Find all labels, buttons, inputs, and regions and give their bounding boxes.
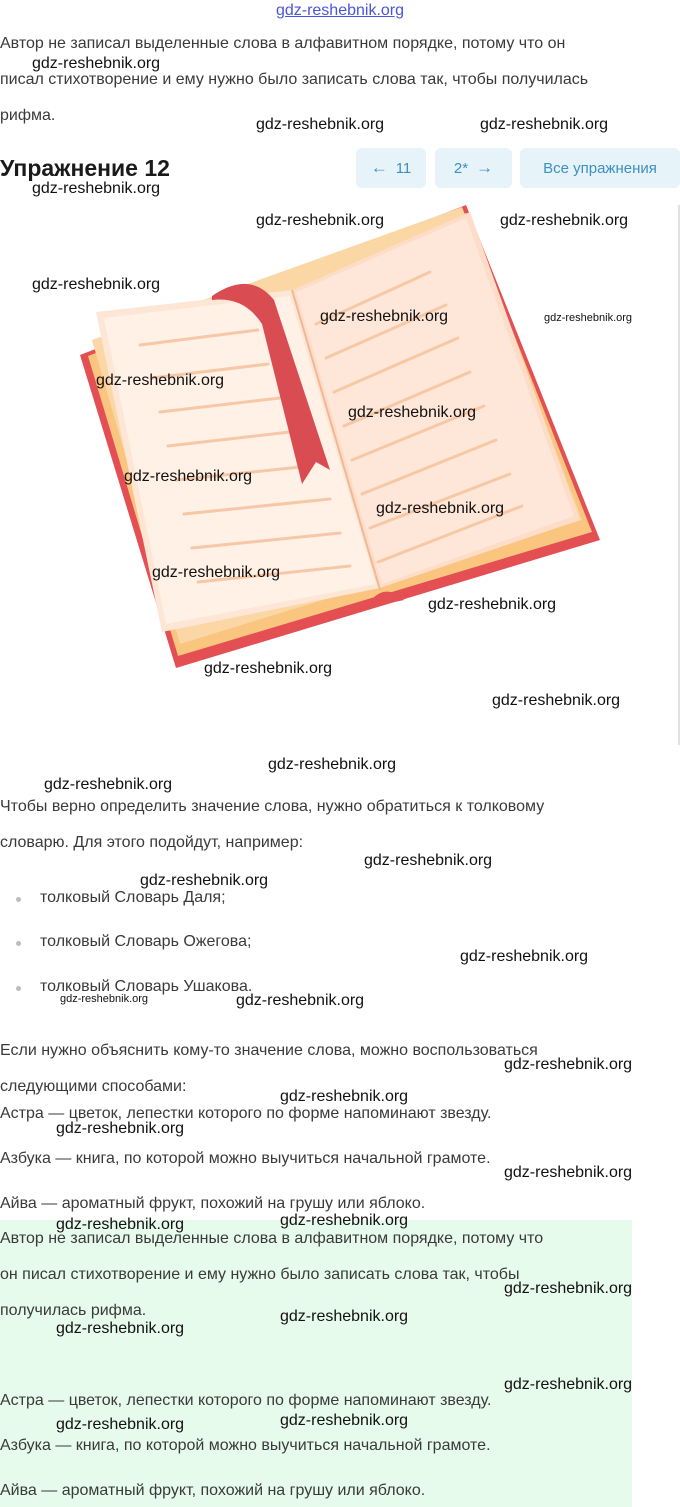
bullet-icon	[16, 897, 21, 902]
next-exercise-button[interactable]	[435, 148, 512, 188]
list-item: толковый Словарь Ожегова;	[40, 933, 252, 950]
answer-block	[0, 1220, 632, 1507]
watermark: gdz-reshebnik.org	[504, 1164, 633, 1181]
watermark: gdz-reshebnik.org	[152, 564, 281, 581]
watermark: gdz-reshebnik.org	[140, 872, 269, 889]
definition-astra: Астра — цветок, лепестки которого по форме напоминают звезду.	[0, 1105, 492, 1122]
prev-exercise-button[interactable]	[356, 148, 426, 188]
bullet-icon	[16, 986, 21, 991]
definition-aiva: Айва — ароматный фрукт, похожий на грушу или яблоко.	[0, 1195, 426, 1212]
watermark: gdz-reshebnik.org	[376, 500, 505, 517]
watermark: gdz-reshebnik.org	[500, 212, 629, 229]
explain-line-2: следующими способами:	[0, 1078, 187, 1095]
watermark: gdz-reshebnik.org	[480, 116, 609, 133]
watermark: gdz-reshebnik.org	[320, 308, 449, 325]
watermark: gdz-reshebnik.org	[32, 180, 161, 197]
watermark: gdz-reshebnik.org	[280, 1412, 409, 1429]
watermark: gdz-reshebnik.org	[256, 116, 385, 133]
watermark: gdz-reshebnik.org	[96, 372, 225, 389]
watermark: gdz-reshebnik.org	[504, 1280, 633, 1297]
definition-azbuka: Азбука — книга, по которой можно выучиться начальной грамоте.	[0, 1150, 491, 1167]
site-link[interactable]: gdz-reshebnik.org	[275, 2, 405, 19]
watermark: gdz-reshebnik.org	[56, 1320, 185, 1337]
watermark: gdz-reshebnik.org	[492, 692, 621, 709]
watermark: gdz-reshebnik.org	[124, 468, 253, 485]
green-line-2: он писал стихотворение и ему нужно было записать слова так, чтобы	[0, 1266, 520, 1283]
watermark: gdz-reshebnik.org	[32, 276, 161, 293]
watermark: gdz-reshebnik.org	[204, 660, 333, 677]
green-line-3: получилась рифма.	[0, 1302, 147, 1319]
all-exercises-label: Все упражнения	[543, 159, 657, 177]
answer-line-3: рифма.	[0, 107, 56, 124]
arrow-right-icon: →	[476, 158, 494, 177]
prev-exercise-label: 11	[395, 159, 412, 177]
all-exercises-button[interactable]	[520, 148, 680, 188]
watermark: gdz-reshebnik.org	[236, 992, 365, 1009]
green-definition-aiva: Айва — ароматный фрукт, похожий на грушу или яблоко.	[0, 1482, 426, 1499]
explain-line-1: Если нужно объяснить кому-то значение слова, можно воспользоваться	[0, 1042, 538, 1059]
watermark: gdz-reshebnik.org	[460, 948, 589, 965]
watermark: gdz-reshebnik.org	[56, 1216, 185, 1233]
watermark: gdz-reshebnik.org	[60, 993, 149, 1005]
exercise-title: Упражнение 12	[0, 155, 170, 181]
watermark: gdz-reshebnik.org	[504, 1376, 633, 1393]
list-item: толковый Словарь Даля;	[40, 889, 226, 906]
green-definition-azbuka: Азбука — книга, по которой можно выучиться начальной грамоте.	[0, 1437, 491, 1454]
watermark: gdz-reshebnik.org	[44, 776, 173, 793]
watermark: gdz-reshebnik.org	[280, 1088, 409, 1105]
watermark: gdz-reshebnik.org	[256, 212, 385, 229]
watermark: gdz-reshebnik.org	[280, 1212, 409, 1229]
arrow-left-icon: ←	[370, 158, 388, 177]
next-exercise-label: 2*	[453, 159, 469, 177]
watermark: gdz-reshebnik.org	[544, 312, 633, 324]
watermark: gdz-reshebnik.org	[56, 1120, 185, 1137]
answer-line-1: Автор не записал выделенные слова в алфавитном порядке, потому что он	[0, 35, 566, 52]
bullet-icon	[16, 941, 21, 946]
watermark: gdz-reshebnik.org	[504, 1056, 633, 1073]
green-line-1: Автор не записал выделенные слова в алфавитном порядке, потому что	[0, 1230, 544, 1247]
watermark: gdz-reshebnik.org	[348, 404, 477, 421]
watermark: gdz-reshebnik.org	[32, 55, 161, 72]
list-item: толковый Словарь Ушакова.	[40, 978, 253, 995]
watermark: gdz-reshebnik.org	[56, 1416, 185, 1433]
watermark: gdz-reshebnik.org	[280, 1308, 409, 1325]
green-definition-astra: Астра — цветок, лепестки которого по форме напоминают звезду.	[0, 1392, 492, 1409]
dictionary-line-2: словарю. Для этого подойдут, например:	[0, 834, 304, 851]
dictionary-line-1: Чтобы верно определить значение слова, нужно обратиться к толковому	[0, 798, 545, 815]
answer-line-2: писал стихотворение и ему нужно было записать слова так, чтобы получилась	[0, 71, 589, 88]
watermark: gdz-reshebnik.org	[428, 596, 557, 613]
watermark: gdz-reshebnik.org	[268, 756, 397, 773]
watermark: gdz-reshebnik.org	[364, 852, 493, 869]
